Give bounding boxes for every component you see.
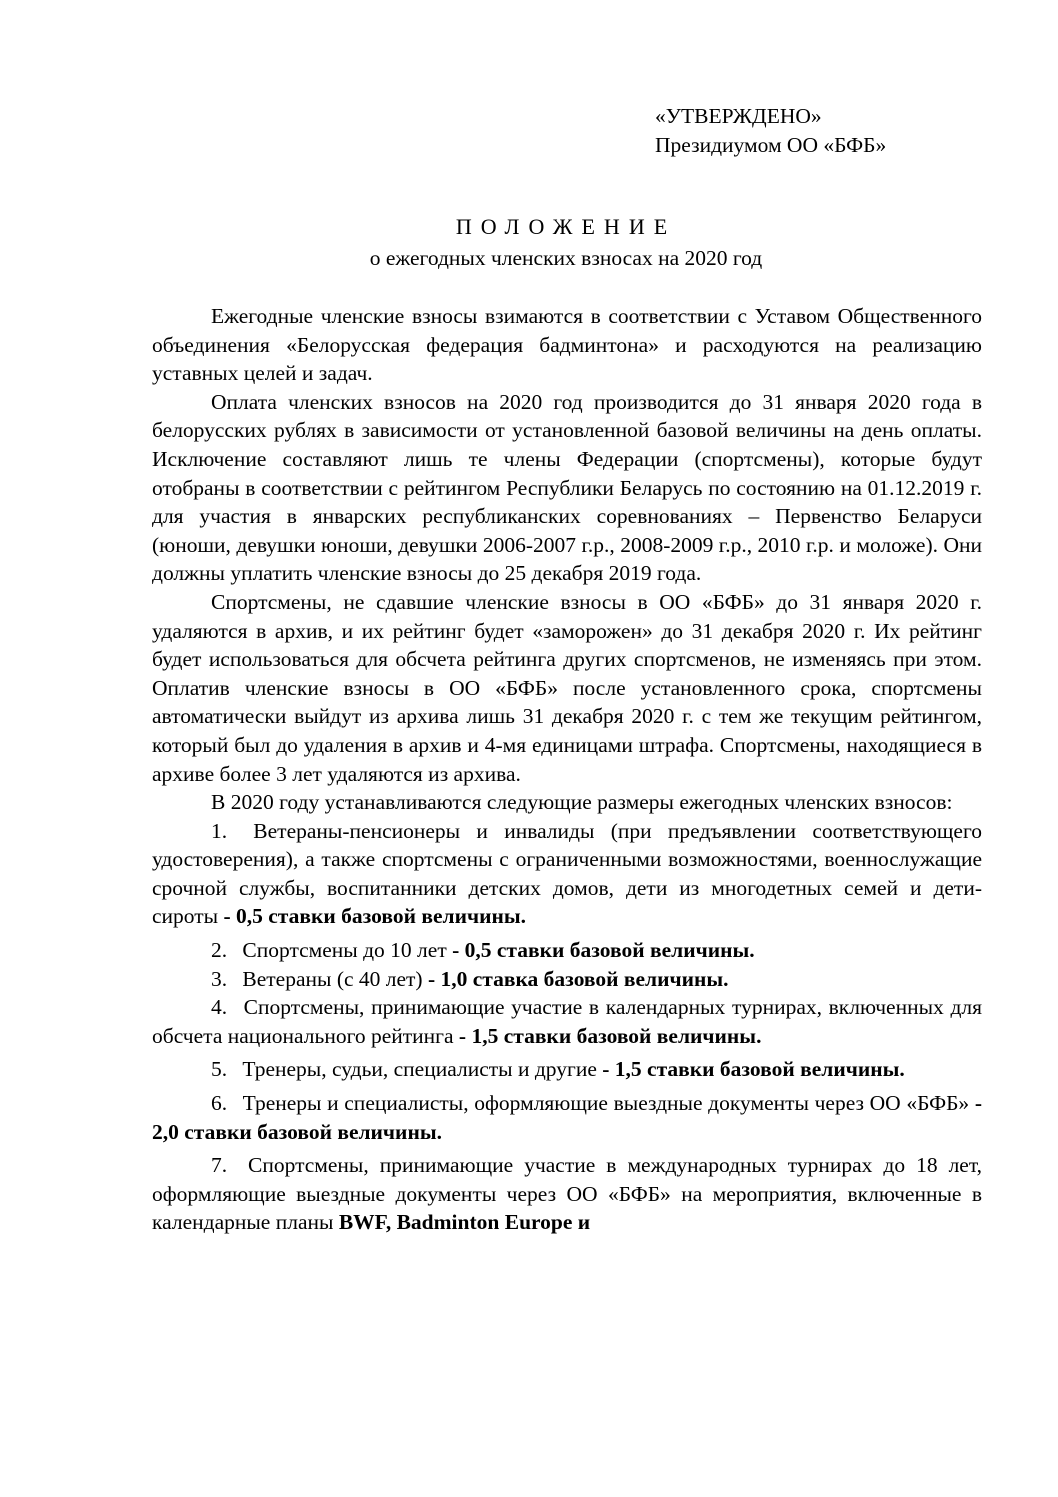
list-item	[152, 993, 982, 1050]
item-rate: - 0,5 ставки базовой величины.	[223, 904, 527, 929]
item-number: 3.	[211, 966, 228, 991]
document-body	[152, 302, 982, 1237]
list-item	[152, 1089, 982, 1146]
paragraph: Оплата членских взносов на 2020 год производится до 31 января 2020 года в белорусских рублях в зависимости от установленной базовой величины на день оплаты. Исключение составляют лишь те члены Федерации (спортсмены), которые будут отобраны в соответствии с рейтингом Республики Беларусь по состоянию на 01.12.2019 г. для участия в январских республиканских соревнованиях – Первенство Беларуси (юноши, девушки юноши, девушки 2006-2007 г.р., 2008-2009 г.р., 2010 г.р. и моложе). Они должны уплатить членские взносы до 25 декабря 2019 года.	[152, 389, 982, 586]
item-rate: - 0,5 ставки базовой величины.	[452, 938, 755, 963]
list-item	[152, 817, 982, 931]
approval-label: «УТВЕРЖДЕНО»	[655, 104, 822, 128]
item-number: 2.	[211, 938, 228, 963]
list-item	[152, 936, 982, 965]
list-item	[152, 1151, 982, 1237]
document-subtitle: о ежегодных членских взносах на 2020 год	[369, 246, 763, 270]
item-rate: - 1,5 ставки базовой величины.	[602, 1057, 905, 1082]
approval-stamp	[655, 102, 886, 160]
paragraph: Ежегодные членские взносы взимаются в соответствии с Уставом Общественного объединения «Белорусская федерация бадминтона» и расходуются на реализацию уставных целей и задач.	[152, 304, 982, 386]
item-text: Спортсмены до 10 лет	[242, 938, 447, 963]
item-rate: - 2,0 ставки базовой величины.	[152, 1091, 982, 1144]
document-title: ПОЛОЖЕНИЕ	[455, 214, 677, 239]
list-item	[152, 1055, 982, 1084]
item-text: Тренеры и специалисты, оформляющие выездные документы через ОО «БФБ»	[242, 1091, 970, 1116]
item-text: Тренеры, судьи, специалисты и другие	[242, 1057, 597, 1082]
paragraph: Спортсмены, не сдавшие членские взносы в ОО «БФБ» до 31 января 2020 г. удаляются в архив, и их рейтинг будет «заморожен» до 31 декабря 2020 г. Их рейтинг будет использоваться для обсчета рейтинга других спортсменов, не изменяясь при этом. Оплатив членские взносы в ОО «БФБ» после установленного срока, спортсмены автоматически выйдут из архива лишь 31 декабря 2020 г. с тем же текущим рейтингом, который был до удаления в архив и 4-мя единицами штрафа. Спортсмены, находящиеся в архиве более 3 лет удаляются из архива.	[152, 589, 982, 786]
list-item	[152, 965, 982, 994]
item-text: Спортсмены, принимающие участие в календарных турнирах, включенных для обсчета национального рейтинга	[152, 995, 983, 1048]
approval-authority: Президиумом ОО «БФБ»	[655, 133, 887, 157]
item-text: Спортсмены, принимающие участие в международных турнирах до 18 лет, оформляющие выездные документы через ОО «БФБ» на мероприятия, включенные в календарные планы	[152, 1153, 983, 1235]
item-number: 7.	[211, 1153, 228, 1178]
item-rate: - 1,5 ставки базовой величины.	[458, 1023, 762, 1048]
item-number: 6.	[211, 1091, 228, 1116]
item-text: Ветераны-пенсионеры и инвалиды (при предъявлении соответствующего удостоверения), а также спортсмены с ограниченными возможностями, военнослужащие срочной службы, воспитанники детских домов, дети из многодетных семей и дети-сироты	[152, 818, 983, 929]
paragraph: В 2020 году устанавливаются следующие размеры ежегодных членских взносов:	[211, 790, 953, 815]
item-rate: BWF, Badminton Europe и	[338, 1210, 591, 1235]
item-rate: - 1,0 ставка базовой величины.	[427, 966, 729, 991]
item-number: 4.	[211, 995, 228, 1020]
item-number: 1.	[211, 818, 228, 843]
item-text: Ветераны (с 40 лет)	[242, 966, 423, 991]
item-number: 5.	[211, 1057, 228, 1082]
